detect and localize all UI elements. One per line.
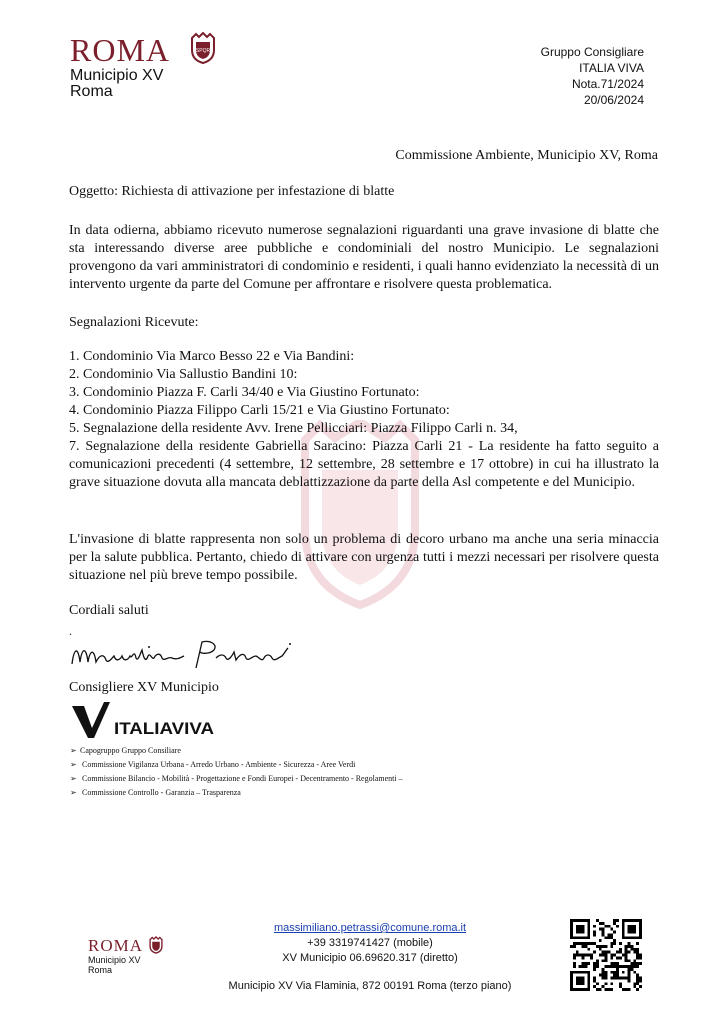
note-date: 20/06/2024	[583, 93, 644, 107]
list-item: 7. Segnalazione della residente Gabriella Saracino: Piazza Carli 21 - La residente ha fatto seguito a comunicazioni precedenti (4 settembre, 12 settembre, 28 settembre e 17 ottobre) in cui ha illustrato la grave situazione dovuta alla mancata deblattizzazione da parte della Asl competente e del Municipio.	[69, 439, 659, 490]
closing: Cordiali saluti	[69, 603, 149, 618]
roma-shield-icon	[190, 32, 216, 64]
roles-list	[70, 744, 403, 800]
addressee: Commissione Ambiente, Municipio XV, Roma	[395, 148, 658, 163]
logo-sub-municipio: Municipio XV	[88, 955, 141, 965]
segnalazioni-list	[69, 348, 659, 492]
handwritten-signature	[68, 636, 298, 672]
logo-sub-roma: Roma	[88, 965, 113, 975]
group-info	[541, 44, 644, 108]
list-item: 2. Condominio Via Sallustio Bandini 10:	[69, 367, 298, 382]
list-item: 1. Condominio Via Marco Besso 22 e Via Bandini:	[69, 349, 355, 364]
paragraph-intro: In data odierna, abbiamo ricevuto numerose segnalazioni riguardanti una grave invasione di blatte che sta interessando diverse aree pubbliche e condominiali del nostro Municipio. Le segnalazioni provengono da vari amministratori di condominio e residenti, i quali hanno evidenziato la necessità di un intervento urgente da parte del Comune per affrontare e risolvere questa problematica.	[69, 223, 659, 292]
footer-contacts	[250, 921, 490, 966]
list-item: ➢ Capogruppo Gruppo Consiliare	[70, 744, 403, 758]
footer-address: Municipio XV Via Flaminia, 872 00191 Roma (terzo piano)	[228, 980, 512, 992]
party-name: ITALIA VIVA	[579, 61, 644, 75]
segnalazioni-title: Segnalazioni Ricevute:	[69, 315, 199, 330]
list-item: 4. Condominio Piazza Filippo Carli 15/21 e Via Giustino Fortunato:	[69, 403, 450, 418]
svg-text:SPQR: SPQR	[195, 48, 211, 54]
logo-word: ROMA	[70, 32, 171, 68]
signer-role: Consigliere XV Municipio	[69, 680, 219, 695]
list-item: ➢ Commissione Controllo - Garanzia – Trasparenza	[70, 786, 403, 800]
note-number: Nota.71/2024	[571, 77, 644, 91]
list-item: ➢ Commissione Bilancio - Mobilità - Progettazione e Fondi Europei - Decentramento - Regolamenti –	[70, 772, 403, 786]
logo-sub-municipio: Municipio XV	[70, 67, 164, 84]
logo-word: ROMA	[88, 936, 144, 955]
subject-line: Oggetto: Richiesta di attivazione per infestazione di blatte	[69, 184, 395, 199]
closing-dot: .	[69, 624, 72, 638]
arrowhead-bullet-icon: ➢	[70, 746, 77, 755]
roma-logo	[70, 32, 211, 100]
arrowhead-bullet-icon: ➢	[70, 788, 77, 797]
email-link[interactable]: massimiliano.petrassi@comune.roma.it	[273, 922, 467, 934]
list-item: 3. Condominio Piazza F. Carli 34/40 e Via Giustino Fortunato:	[69, 385, 420, 400]
roma-shield-icon	[149, 936, 163, 954]
phone-direct: XV Municipio 06.69620.317 (diretto)	[282, 952, 458, 964]
list-item: 5. Segnalazione della residente Avv. Irene Pellicciari: Piazza Filippo Carli n. 34,	[69, 421, 518, 436]
arrowhead-bullet-icon: ➢	[70, 760, 77, 769]
phone-mobile: +39 3319741427 (mobile)	[307, 937, 433, 949]
list-item: ➢ Commissione Vigilanza Urbana - Arredo Urbano - Ambiente - Sicurezza - Aree Verdi	[70, 758, 403, 772]
logo-sub-roma: Roma	[70, 83, 113, 100]
qr-code-icon	[570, 919, 642, 991]
svg-text:ITALIAVIVA: ITALIAVIVA	[114, 719, 214, 738]
footer-roma-logo	[88, 937, 143, 975]
italia-viva-logo	[70, 700, 218, 740]
arrowhead-bullet-icon: ➢	[70, 774, 77, 783]
group-name: Gruppo Consigliare	[540, 45, 644, 59]
paragraph-conclusion: L'invasione di blatte rappresenta non solo un problema di decoro urbano ma anche una seria minaccia per la salute pubblica. Pertanto, chiedo di attivare con urgenza tutti i mezzi necessari per risolvere questa situazione nel più breve tempo possibile.	[69, 532, 659, 583]
